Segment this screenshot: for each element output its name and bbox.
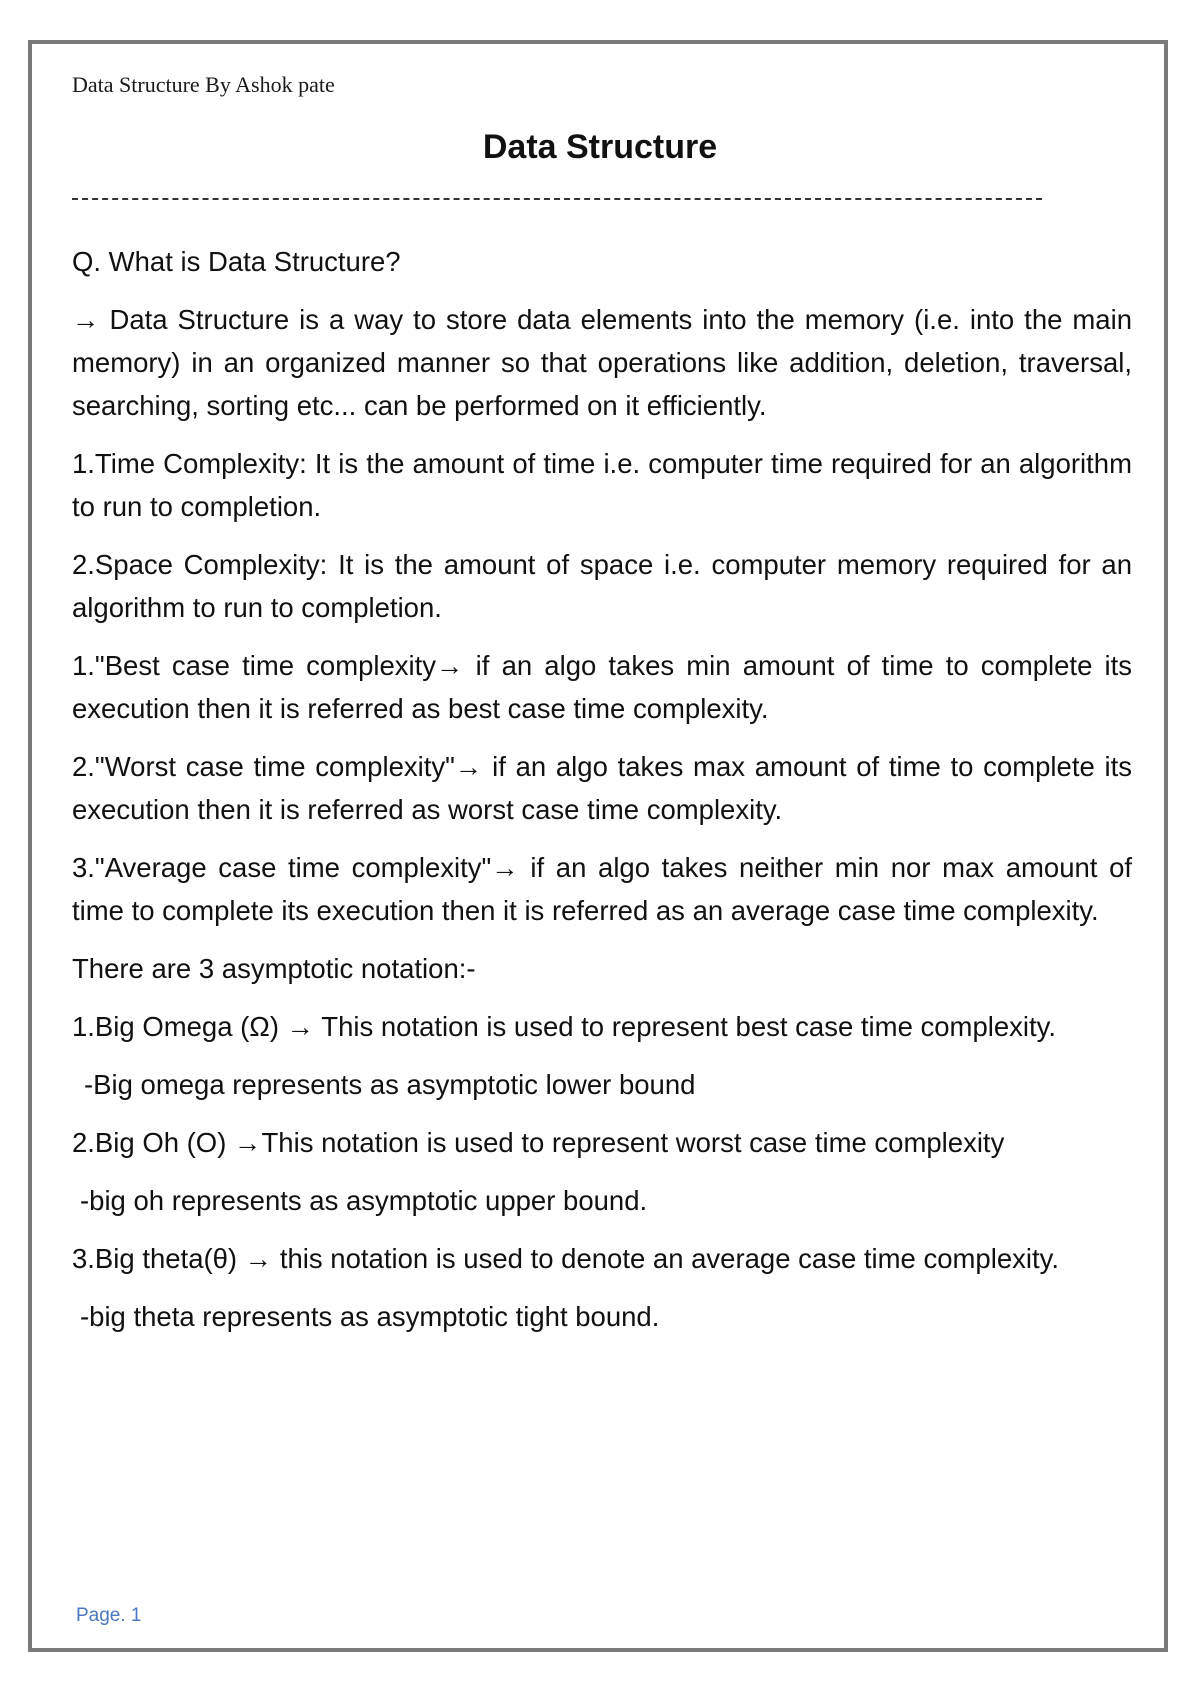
big-omega-note: -Big omega represents as asymptotic lower bound bbox=[84, 1069, 696, 1100]
asymptotic-intro: There are 3 asymptotic notation:- bbox=[72, 953, 476, 984]
document-body bbox=[72, 240, 1132, 1353]
average-case-paragraph: 3."Average case time complexity"→ if an algo takes neither min nor max amount of time to complete its execution then it is referred as an average case time complexity. bbox=[72, 852, 1132, 926]
running-header: Data Structure By Ashok pate bbox=[72, 72, 335, 97]
big-oh-item: 2.Big Oh (O) →This notation is used to represent worst case time complexity bbox=[72, 1127, 1005, 1158]
question-heading: Q. What is Data Structure? bbox=[72, 246, 401, 277]
big-theta-item: 3.Big theta(θ) → this notation is used to denote an average case time complexity. bbox=[72, 1243, 1059, 1274]
time-complexity-paragraph: 1.Time Complexity: It is the amount of time i.e. computer time required for an algorithm to run to completion. bbox=[72, 448, 1132, 522]
big-theta-note: -big theta represents as asymptotic tight bound. bbox=[80, 1301, 660, 1332]
worst-case-paragraph: 2."Worst case time complexity"→ if an algo takes max amount of time to complete its execution then it is referred as worst case time complexity. bbox=[72, 751, 1132, 825]
page-number: Page. 1 bbox=[76, 1605, 142, 1626]
definition-paragraph: → Data Structure is a way to store data elements into the memory (i.e. into the main memory) in an organized manner so that operations like addition, deletion, traversal, searching, sorting etc... can be performed on it efficiently. bbox=[72, 304, 1132, 421]
title-divider bbox=[72, 198, 1042, 200]
big-omega-item: 1.Big Omega (Ω) → This notation is used to represent best case time complexity. bbox=[72, 1011, 1056, 1042]
best-case-paragraph: 1."Best case time complexity→ if an algo takes min amount of time to complete its execution then it is referred as best case time complexity. bbox=[72, 650, 1132, 724]
page-title: Data Structure bbox=[482, 128, 718, 166]
space-complexity-paragraph: 2.Space Complexity: It is the amount of space i.e. computer memory required for an algorithm to run to completion. bbox=[72, 549, 1132, 623]
big-oh-note: -big oh represents as asymptotic upper bound. bbox=[80, 1185, 648, 1216]
